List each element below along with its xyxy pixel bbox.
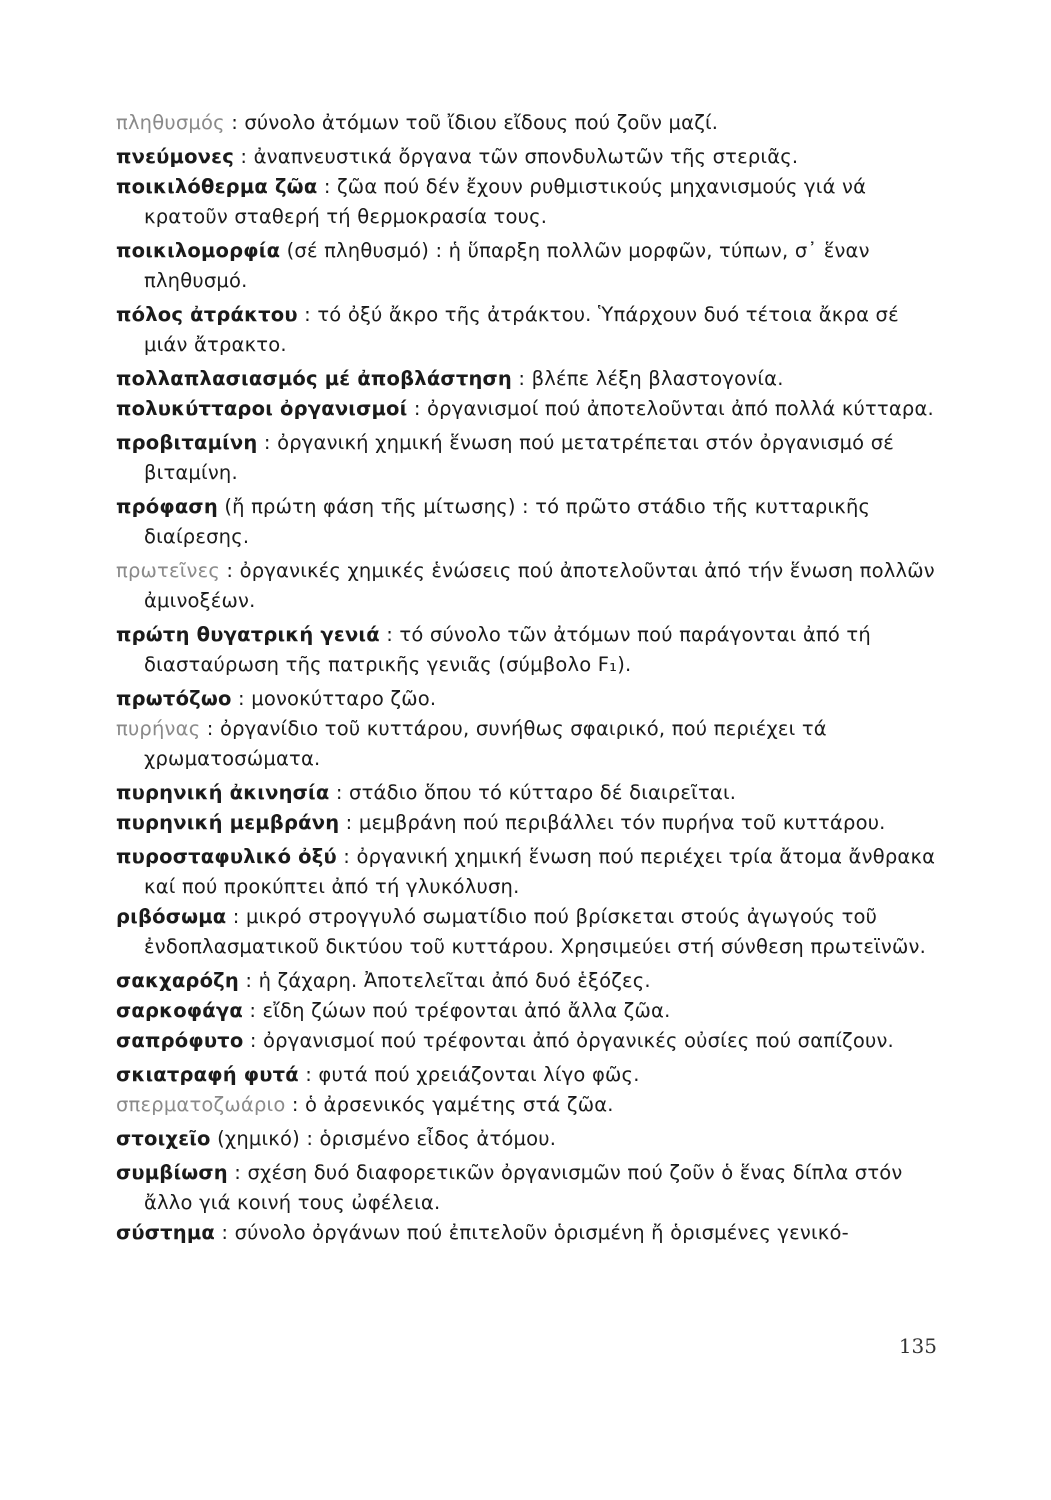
entry-definition: φυτά πού χρειάζονται λίγο φῶς.	[318, 1063, 640, 1086]
glossary-entry: σκιατραφή φυτά : φυτά πού χρειάζονται λίγο φῶς.	[116, 1063, 640, 1086]
entry-term: πολυκύτταροι ὀργανισμοί	[116, 397, 408, 420]
glossary-entry: σαρκοφάγα : εἴδη ζώων πού τρέφονται ἀπό ἄλλα ζῶα.	[116, 999, 671, 1022]
entry-term: συμβίωση	[116, 1161, 228, 1184]
entry-definition: στάδιο ὅπου τό κύτταρο δέ διαιρεῖται.	[349, 781, 737, 804]
entry-term: σπερματοζωάριο	[116, 1093, 286, 1116]
entry-definition: ζῶα πού δέν ἔχουν ρυθμιστικούς μηχανισμούς γιά νά κρατοῦν σταθερή τή θερμοκρασία τους.	[144, 175, 867, 228]
entry-definition: ὁ ἀρσενικός γαμέτης στά ζῶα.	[305, 1093, 614, 1116]
glossary-entry: στοιχεῖο (χημικό) : ὁρισμένο εἶδος ἀτόμου.	[116, 1127, 557, 1150]
entry-definition: ὀργανική χημική ἕνωση πού μετατρέπεται στόν ὀργανισμό σέ βιταμίνη.	[144, 431, 895, 484]
entry-definition: ἡ ὕπαρξη πολλῶν μορφῶν, τύπων, σ᾿ ἕναν πληθυσμό.	[144, 239, 870, 292]
entry-term: ποικιλόθερμα ζῶα	[116, 175, 318, 198]
entry-term: πρώτη θυγατρική γενιά	[116, 623, 380, 646]
entry-definition: τό σύνολο τῶν ἀτόμων πού παράγονται ἀπό τή διασταύρωση τῆς πατρικῆς γενιᾶς (σύμβολο F₁).	[144, 623, 871, 676]
entry-definition: τό ὀξύ ἄκρο τῆς ἀτράκτου. Ὑπάρχουν δυό τέτοια ἄκρα σέ μιάν ἄτρακτο.	[144, 303, 899, 356]
glossary-entry: σαπρόφυτο : ὀργανισμοί πού τρέφονται ἀπό ὀργανικές οὐσίες πού σαπίζουν.	[116, 1029, 894, 1052]
entry-definition: σύνολο ὀργάνων πού ἐπιτελοῦν ὁρισμένη ἤ ὁρισμένες γενικό-	[234, 1221, 849, 1244]
entry-term: πυρήνας	[116, 717, 201, 740]
entry-term: πρόφαση	[116, 495, 218, 518]
entry-definition: ὀργανικές χημικές ἑνώσεις πού ἀποτελοῦνται ἀπό τήν ἕνωση πολλῶν ἀμινοξέων.	[144, 559, 935, 612]
entry-term: προβιταμίνη	[116, 431, 258, 454]
glossary-entry: πυρηνική μεμβράνη : μεμβράνη πού περιβάλλει τόν πυρήνα τοῦ κυττάρου.	[116, 811, 886, 834]
entry-definition: τό πρῶτο στάδιο τῆς κυτταρικῆς διαίρεσης.	[144, 495, 871, 548]
entry-term: πρωτόζωο	[116, 687, 232, 710]
entry-term: πυρηνική ἀκινησία	[116, 781, 330, 804]
entry-definition: σχέση δυό διαφορετικῶν ὀργανισμῶν πού ζοῦν ὁ ἕνας δίπλα στόν ἄλλο γιά κοινή τους ὠφέλεια.	[144, 1161, 903, 1214]
page-number: 135	[898, 1334, 937, 1358]
entry-definition: βλέπε λέξη βλαστογονία.	[531, 367, 784, 390]
entry-qualifier: (χημικό)	[217, 1127, 300, 1150]
entry-definition: ὁρισμένο εἶδος ἀτόμου.	[319, 1127, 557, 1150]
glossary-entry: ποικιλομορφία (σέ πληθυσμό) : ἡ ὕπαρξη πολλῶν μορφῶν, τύπων, σ᾿ ἕναν πληθυσμό.	[116, 239, 870, 292]
entry-qualifier: (σέ πληθυσμό)	[286, 239, 430, 262]
glossary-entry: συμβίωση : σχέση δυό διαφορετικῶν ὀργανισμῶν πού ζοῦν ὁ ἕνας δίπλα στόν ἄλλο γιά κοινή τους ὠφέλεια.	[116, 1161, 903, 1214]
glossary-entry: πόλος ἀτράκτου : τό ὀξύ ἄκρο τῆς ἀτράκτου. Ὑπάρχουν δυό τέτοια ἄκρα σέ μιάν ἄτρακτο.	[116, 303, 899, 356]
entry-term: πυρηνική μεμβράνη	[116, 811, 340, 834]
glossary-entry: πολλαπλασιασμός μέ ἀποβλάστηση : βλέπε λέξη βλαστογονία.	[116, 367, 784, 390]
entry-definition: μονοκύτταρο ζῶο.	[251, 687, 437, 710]
glossary-entry: ριβόσωμα : μικρό στρογγυλό σωματίδιο πού βρίσκεται στούς ἀγωγούς τοῦ ἐνδοπλασματικοῦ δικτύου τοῦ κυττάρου. Χρησιμεύει στή σύνθεση πρωτεϊνῶν.	[116, 905, 927, 958]
entry-term: στοιχεῖο	[116, 1127, 211, 1150]
glossary-entry: πρωτόζωο : μονοκύτταρο ζῶο.	[116, 687, 437, 710]
entry-term: ριβόσωμα	[116, 905, 227, 928]
entry-term: πυροσταφυλικό ὀξύ	[116, 845, 337, 868]
entry-definition: ὀργανίδιο τοῦ κυττάρου, συνήθως σφαιρικό, πού περιέχει τά χρωματοσώματα.	[144, 717, 827, 770]
entry-term: σαπρόφυτο	[116, 1029, 244, 1052]
entry-term: σακχαρόζη	[116, 969, 239, 992]
glossary-entry: ποικιλόθερμα ζῶα : ζῶα πού δέν ἔχουν ρυθμιστικούς μηχανισμούς γιά νά κρατοῦν σταθερή τή θερμοκρασία τους.	[116, 175, 867, 228]
entry-term: πρωτεῖνες	[116, 559, 221, 582]
glossary-entry: σπερματοζωάριο : ὁ ἀρσενικός γαμέτης στά ζῶα.	[116, 1093, 614, 1116]
entry-definition: ἡ ζάχαρη. Ἀποτελεῖται ἀπό δυό ἑξόζες.	[258, 969, 651, 992]
entry-term: πόλος ἀτράκτου	[116, 303, 298, 326]
entry-definition: σύνολο ἀτόμων τοῦ ἴδιου εἴδους πού ζοῦν μαζί.	[244, 111, 719, 134]
entry-definition: μικρό στρογγυλό σωματίδιο πού βρίσκεται στούς ἀγωγούς τοῦ ἐνδοπλασματικοῦ δικτύου τοῦ κυττάρου. Χρησιμεύει στή σύνθεση πρωτεϊνῶν.	[144, 905, 927, 958]
glossary-entry: πρώτη θυγατρική γενιά : τό σύνολο τῶν ἀτόμων πού παράγονται ἀπό τή διασταύρωση τῆς πατρικῆς γενιᾶς (σύμβολο F₁).	[116, 623, 871, 676]
glossary-entry: πληθυσμός : σύνολο ἀτόμων τοῦ ἴδιου εἴδους πού ζοῦν μαζί.	[116, 111, 719, 134]
glossary-entries	[116, 108, 936, 1248]
glossary-entry: πυροσταφυλικό ὀξύ : ὀργανική χημική ἕνωση πού περιέχει τρία ἄτομα ἄνθρακα καί πού προκύπτει ἀπό τή γλυκόλυση.	[116, 845, 936, 898]
glossary-entry: σύστημα : σύνολο ὀργάνων πού ἐπιτελοῦν ὁρισμένη ἤ ὁρισμένες γενικό-	[116, 1221, 849, 1244]
entry-definition: ὀργανισμοί πού ἀποτελοῦνται ἀπό πολλά κύτταρα.	[427, 397, 934, 420]
glossary-entry: πυρήνας : ὀργανίδιο τοῦ κυττάρου, συνήθως σφαιρικό, πού περιέχει τά χρωματοσώματα.	[116, 717, 827, 770]
entry-definition: ἀναπνευστικά ὄργανα τῶν σπονδυλωτῶν τῆς στεριᾶς.	[253, 145, 799, 168]
glossary-entry: πρωτεῖνες : ὀργανικές χημικές ἑνώσεις πού ἀποτελοῦνται ἀπό τήν ἕνωση πολλῶν ἀμινοξέων.	[116, 559, 935, 612]
entry-term: πνεύμονες	[116, 145, 234, 168]
entry-definition: ὀργανική χημική ἕνωση πού περιέχει τρία ἄτομα ἄνθρακα καί πού προκύπτει ἀπό τή γλυκόλυση.	[144, 845, 936, 898]
glossary-entry: πρόφαση (ἤ πρώτη φάση τῆς μίτωσης) : τό πρῶτο στάδιο τῆς κυτταρικῆς διαίρεσης.	[116, 495, 871, 548]
glossary-entry: σακχαρόζη : ἡ ζάχαρη. Ἀποτελεῖται ἀπό δυό ἑξόζες.	[116, 969, 651, 992]
glossary-entry: πνεύμονες : ἀναπνευστικά ὄργανα τῶν σπονδυλωτῶν τῆς στεριᾶς.	[116, 145, 799, 168]
glossary-entry: πυρηνική ἀκινησία : στάδιο ὅπου τό κύτταρο δέ διαιρεῖται.	[116, 781, 737, 804]
entry-term: πληθυσμός	[116, 111, 225, 134]
entry-definition: ὀργανισμοί πού τρέφονται ἀπό ὀργανικές οὐσίες πού σαπίζουν.	[263, 1029, 894, 1052]
entry-term: πολλαπλασιασμός μέ ἀποβλάστηση	[116, 367, 513, 390]
entry-qualifier: (ἤ πρώτη φάση τῆς μίτωσης)	[224, 495, 516, 518]
glossary-entry: προβιταμίνη : ὀργανική χημική ἕνωση πού μετατρέπεται στόν ὀργανισμό σέ βιταμίνη.	[116, 431, 895, 484]
entry-term: σκιατραφή φυτά	[116, 1063, 299, 1086]
entry-term: ποικιλομορφία	[116, 239, 281, 262]
entry-definition: εἴδη ζώων πού τρέφονται ἀπό ἄλλα ζῶα.	[262, 999, 671, 1022]
entry-definition: μεμβράνη πού περιβάλλει τόν πυρήνα τοῦ κυττάρου.	[358, 811, 886, 834]
glossary-entry: πολυκύτταροι ὀργανισμοί : ὀργανισμοί πού ἀποτελοῦνται ἀπό πολλά κύτταρα.	[116, 397, 934, 420]
entry-term: σύστημα	[116, 1221, 216, 1244]
entry-term: σαρκοφάγα	[116, 999, 243, 1022]
